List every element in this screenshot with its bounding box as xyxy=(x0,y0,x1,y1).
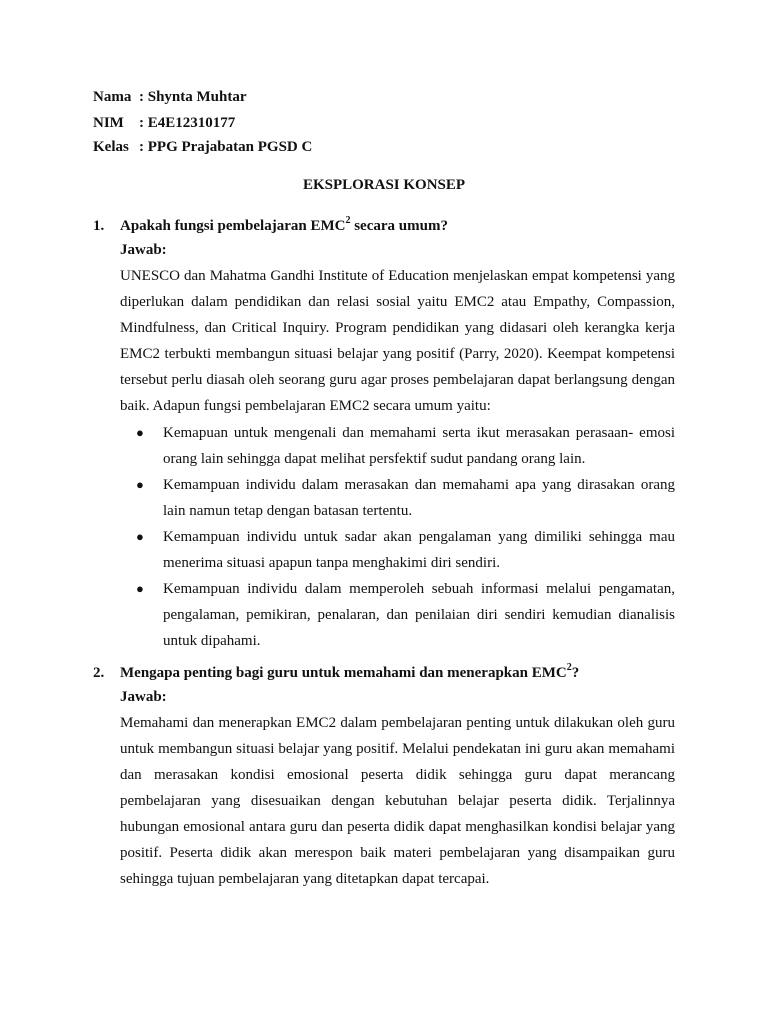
list-item xyxy=(136,576,675,654)
list-item-text: Kemampuan individu dalam merasakan dan memahami apa yang dirasakan orang lain namun tetap dengan batasan tertentu. xyxy=(163,477,675,519)
name-value: : Shynta Muhtar xyxy=(139,89,247,105)
list-item-text: Kemampuan individu dalam memperoleh sebuah informasi melalui pengamatan, pengalaman, pemikiran, penalaran, dan penilaian diri sendiri kemudian dianalisis untuk dipahami. xyxy=(163,581,675,649)
question-text xyxy=(120,215,675,237)
document-title: EKSPLORASI KONSEP xyxy=(302,177,466,193)
question-text-part: Apakah fungsi pembelajaran EMC xyxy=(120,218,346,234)
list-item xyxy=(136,524,675,576)
answer-paragraph: Memahami dan menerapkan EMC2 dalam pembelajaran penting untuk dilakukan oleh guru untuk membangun situasi belajar yang positif. Melalui pendekatan ini guru akan memahami dan merasakan kondisi emosional peserta didik sehingga guru dapat merancang pembelajaran yang disesuaikan dengan kebutuhan belajar peserta didik. Terjalinnya hubungan emosional antara guru dan peserta didik dapat menghasilkan kondisi belajar yang positif. Peserta didik akan merespon baik materi pembelajaran yang disampaikan guru sehingga tujuan pembelajaran yang ditetapkan dapat tercapai. xyxy=(120,715,675,887)
question-text-part: ? xyxy=(571,665,580,681)
bullet-icon: ● xyxy=(136,581,144,596)
class-label: Kelas xyxy=(93,139,129,155)
list-item-text: Kemampuan individu untuk sadar akan pengalaman yang dimiliki sehingga mau menerima situasi apapun tanpa menghakimi diri sendiri. xyxy=(163,529,675,571)
list-item xyxy=(136,472,675,524)
superscript: 2 xyxy=(345,215,351,226)
nim-label: NIM xyxy=(93,115,124,131)
student-name-line xyxy=(93,87,247,107)
question-2 xyxy=(93,662,675,892)
answer-label: Jawab: xyxy=(120,689,167,705)
bullet-icon: ● xyxy=(136,529,144,544)
question-text-part: Mengapa penting bagi guru untuk memahami dan menerapkan EMC xyxy=(120,665,567,681)
question-text xyxy=(120,662,675,684)
question-1 xyxy=(93,215,675,654)
bullet-icon: ● xyxy=(136,425,144,440)
list-item-text: Kemapuan untuk mengenali dan memahami serta ikut merasakan perasaan- emosi orang lain sehingga dapat melihat persfektif sudut pandang orang lain. xyxy=(163,425,675,467)
question-number: 2. xyxy=(93,665,105,681)
bullet-icon: ● xyxy=(136,477,144,492)
question-number: 1. xyxy=(93,218,105,234)
student-nim-line xyxy=(93,113,235,133)
student-class-line xyxy=(93,137,312,157)
question-text-part: secara umum? xyxy=(350,218,448,234)
name-label: Nama xyxy=(93,89,132,105)
list-item xyxy=(136,420,675,472)
bullet-list xyxy=(93,420,675,654)
answer-paragraph: UNESCO dan Mahatma Gandhi Institute of Education menjelaskan empat kompetensi yang diperlukan dalam pendidikan dan relasi sosial yaitu EMC2 atau Empathy, Compassion, Mindfulness, dan Critical Inquiry. Program pendidikan yang didasari oleh kerangka kerja EMC2 terbukti membangun situasi belajar yang positif (Parry, 2020). Keempat kompetensi tersebut perlu diasah oleh seorang guru agar proses pembelajaran dapat berlangsung dengan baik. Adapun fungsi pembelajaran EMC2 secara umum yaitu: xyxy=(120,268,675,414)
superscript: 2 xyxy=(566,662,572,673)
class-value: : PPG Prajabatan PGSD C xyxy=(139,139,313,155)
answer-label: Jawab: xyxy=(120,242,167,258)
nim-value: : E4E12310177 xyxy=(139,115,236,131)
